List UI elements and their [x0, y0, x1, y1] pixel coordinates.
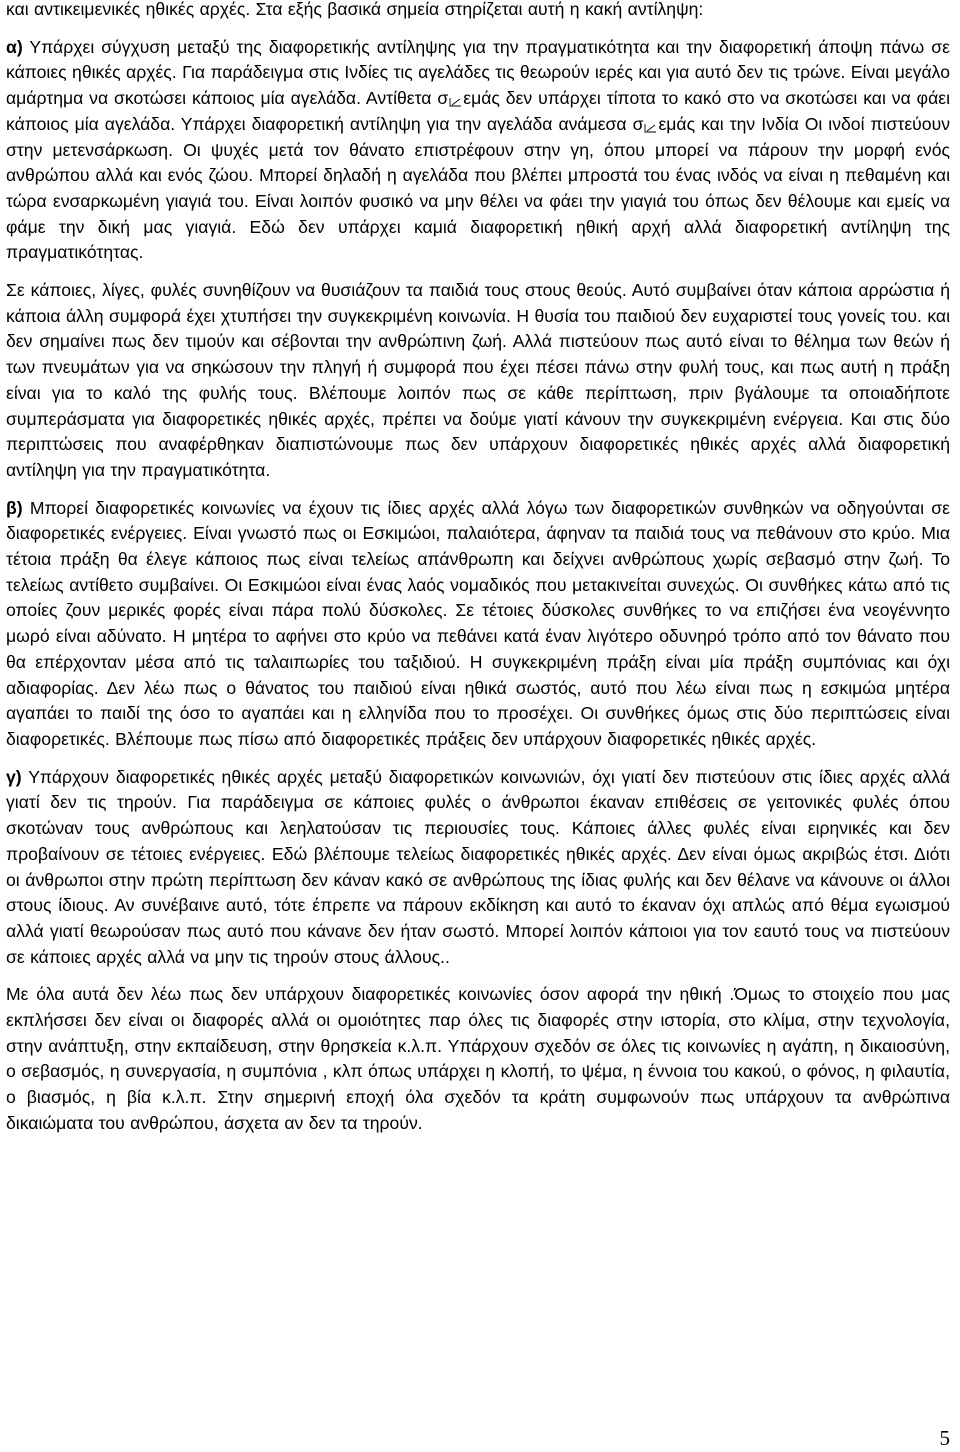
paragraph-b-label: β) [6, 497, 23, 518]
page-number: 5 [939, 1426, 950, 1450]
paragraph-c-label: γ) [6, 766, 22, 787]
paragraph-intro-text: και αντικειμενικές ηθικές αρχές. Στα εξής βασικά σημεία στηρίζεται αυτή η κακή αντίληψη: [6, 0, 704, 19]
cursor-glyph-icon [449, 97, 462, 107]
paragraph-b [6, 496, 950, 753]
paragraph-conclusion-text: Με όλα αυτά δεν λέω πως δεν υπάρχουν διαφορετικές κοινωνίες όσον αφορά την ηθική .Όμως το στοιχείο που μας εκπλήσσει δεν είναι οι διαφορές αλλά οι ομοιότητες παρ όλες τις διαφορές στην ιστορία, στο κλίμα, στην τεχνολογία, στην ανάπτυξη, στην εκπαίδευση, στην θρησκεία κ.λ.π. Υπάρχουν σχεδόν σε όλες τις κοινωνίες η αγάπη, η δικαιοσύνη, ο σεβασμός, η συνεργασία, η συμπόνια , κλπ όπως υπάρχει η κλοπή, το ψέμα, η έννοια του κακού, ο φόνος, η φιλαυτία, ο βιασμός, η βία κ.λ.π. Στην σημερινή εποχή όλα σχεδόν τα κράτη συμφωνούν πως υπάρχουν τα ανθρώπινα δικαιώματα του ανθρώπου, άσχετα αν δεν τα τηρούν. [6, 984, 950, 1133]
paragraph-a-text-3: εμάς και την Ινδία Οι ινδοί πιστεύουν στην μετενσάρκωση. Οι ψυχές μετά τον θάνατο επιστρέφουν στην γη, όπου μπορεί να πάρουν την μορφή ενός ανθρώπου αλλά και ενός ζώου. Μπορεί δηλαδή η αγελάδα που βλέπει μπροστά του ένας ινδός να είναι η πεθαμένη και τώρα ενσαρκωμένη γιαγιά του. Είναι λοιπόν φυσικό να μην θέλει να φάει την γιαγιά του όπως δεν θέλουμε και εμείς να φάμε την δική μας γιαγιά. Εδώ δεν υπάρχει καμιά διαφορετική ηθική αρχή αλλά διαφορετική αντίληψη της πραγματικότητας. [6, 113, 950, 263]
paragraph-conclusion [6, 982, 950, 1136]
document-page [6, 0, 950, 1149]
paragraph-sacrifice [6, 278, 950, 484]
paragraph-a-text-1: Υπάρχει σύγχυση μεταξύ της διαφορετικής αντίληψης για την πραγματικότητα και την διαφορετική άποψη πάνω σε κάποιες ηθικές αρχές. Για παράδειγμα στις Ινδίες τις αγελάδες τις θεωρούν ιερές και για αυτό δεν τις τρώνε. Είναι μεγάλο αμάρτημα να σκοτώσει κάποιος μία αγελάδα. Αντίθετα σ [6, 36, 950, 109]
paragraph-c-text: Υπάρχουν διαφορετικές ηθικές αρχές μεταξύ διαφορετικών κοινωνιών, όχι γιατί δεν πιστεύουν στις ίδιες αρχές αλλά γιατί δεν τις τηρούν. Για παράδειγμα σε κάποιες φυλές ο άνθρωποι έκαναν επιθέσεις σε γειτονικές φυλές όπου σκοτώναν τους ανθρώπους και λεηλατούσαν τις περιουσίες τους. Κάποιες άλλες φυλές είναι ειρηνικές και δεν προβαίνουν σε τέτοιες ενέργειες. Εδώ βλέπουμε τελείως διαφορετικές ηθικές αρχές. Δεν είναι όμως ακριβώς έτσι. Διότι οι άνθρωποι στην πρώτη περίπτωση δεν κάναν κακό σε ανθρώπους της ίδιας φυλής και δεν θέλανε να κάνουνε οι άλλοι στους ίδιους. Αν συνέβαινε αυτό, τότε έπρεπε να πάρουν εκδίκηση και αυτό το έκαναν όχι απλώς από θέμα εγωισμού αλλά γιατί θεωρούσαν πως αυτό που κάνανε δεν ήταν σωστό. Μπορεί λοιπόν κάποιοι για τον εαυτό τους να πιστεύουν σε κάποιες αρχές αλλά να μην τις τηρούν στους άλλους.. [6, 766, 950, 967]
paragraph-sacrifice-text: Σε κάποιες, λίγες, φυλές συνηθίζουν να θυσιάζουν τα παιδιά τους στους θεούς. Αυτό συμβαίνει όταν κάποια αρρώστια ή κάποια άλλη συμφορά έχει χτυπήσει την συγκεκριμένη κοινωνία. Η θυσία του παιδιού δεν ευχαριστεί τους γονείς του. και δεν σημαίνει πως δεν τιμούν και σέβονται την ανθρώπινη ζωή. Αλλά πιστεύουν πως αυτό είναι το θέλημα των θεών ή των πνευμάτων για να σηκώσουν την πληγή ή συμφορά που έχει πέσει πάνω στην φυλή τους, και πως αυτή η πράξη είναι για το καλό της φυλής τους. Βλέπουμε λοιπόν πως σε κάθε περίπτωση, πριν βγάλουμε τα οποιαδήποτε συμπεράσματα για διαφορετικές ηθικές αρχές, πρέπει να δούμε γιατί κάνουν την συγκεκριμένη ενέργεια. Και στις δύο περιπτώσεις που αναφέρθηκαν διαπιστώνουμε πως δεν υπάρχουν διαφορετικές ηθικές αρχές αλλά διαφορετική αντίληψη για την πραγματικότητα. [6, 280, 950, 480]
paragraph-a-text-2: εμάς δεν υπάρχει τίποτα το κακό στο να σκοτώσει και να φάει κάποιος μία αγελάδα. Υπάρχει διαφορετική αντίληψη για την αγελάδα ανάμεσα σ [6, 88, 950, 134]
paragraph-a-label: α) [6, 36, 23, 57]
paragraph-c [6, 765, 950, 971]
cursor-glyph-icon [644, 123, 657, 133]
paragraph-b-text: Μπορεί διαφορετικές κοινωνίες να έχουν τις ίδιες αρχές αλλά λόγω των διαφορετικών συνθηκών να οδηγούνται σε διαφορετικές ενέργειες. Είναι γνωστό πως οι Εσκιμώοι, παλαιότερα, άφηναν τα παιδιά τους να πεθάνουν στο κρύο. Μια τέτοια πράξη θα έλεγε κάποιος πως είναι τελείως απάνθρωπη και δείχνει ανθρώπους χωρίς σεβασμό στην ζωή. Το τελείως αντίθετο συμβαίνει. Οι Εσκιμώοι είναι ένας λαός νομαδικός που μετακινείται συνεχώς. Οι συνθήκες κάτω από τις οποίες ζουν μερικές φορές είναι πάρα πολύ δύσκολες. Σε τέτοιες δύσκολες συνθήκες το να επιζήσει ένα νεογέννητο μωρό είναι αδύνατο. Η μητέρα το αφήνει στο κρύο να πεθάνει κατά έναν λιγότερο οδυνηρό τρόπο από τον θάνατο που θα επέρχονταν μέσα από τις ταλαιπωρίες του ταξιδιού. Η συγκεκριμένη πράξη είναι μία πράξη συμπόνιας και όχι αδιαφορίας. Δεν λέω πως ο θάνατος του παιδιού είναι ηθικά σωστός, αυτό που λέω είναι πως η εσκιμώα μητέρα αγαπάει το παιδί της όσο το αγαπάει και η ελληνίδα που το προσέχει. Οι συνθήκες όμως στις δύο περιπτώσεις είναι διαφορετικές. Βλέπουμε πως πίσω από διαφορετικές πράξεις δεν υπάρχουν διαφορετικές ηθικές αρχές. [6, 497, 950, 749]
paragraph-intro [6, 0, 950, 23]
paragraph-a [6, 35, 950, 266]
